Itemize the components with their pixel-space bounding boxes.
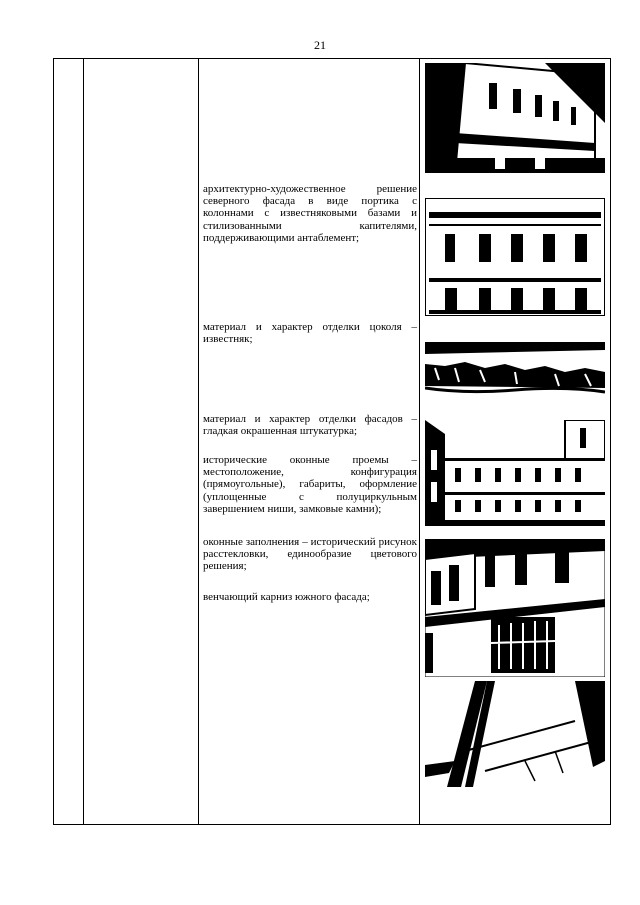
north-facade-portico-photo [425, 198, 605, 316]
description-paragraph: венчающий карниз южного фасада; [203, 591, 370, 603]
page-number: 21 [314, 38, 326, 52]
column-divider [419, 59, 420, 824]
column-divider [198, 59, 199, 824]
document-table [53, 58, 611, 825]
description-paragraph: исторические оконные проемы – местоположение, конфигурация (прямоугольные), габариты, оформление (уплощенные с полуциркульным завершением ниши, замковые камни); [203, 454, 417, 515]
limestone-plinth-photo [425, 342, 605, 408]
column-divider [83, 59, 84, 824]
cornice-photo [425, 681, 605, 787]
description-paragraph: материал и характер отделки фасадов – гладкая окрашенная штукатурка; [203, 413, 417, 438]
description-paragraph: архитектурно-художественное решение северного фасада в виде портика с колоннами с известняковыми базами и стилизованными капителями, поддерживающими антаблемент; [203, 183, 417, 244]
description-column [203, 59, 419, 824]
description-paragraph: материал и характер отделки цоколя – известняк; [203, 321, 417, 346]
building-corner-photo [425, 63, 605, 173]
facade-windows-photo [425, 420, 605, 526]
window-fillings-photo [425, 539, 605, 677]
description-paragraph: оконные заполнения – исторический рисунок расстекловки, единообразие цветового решения; [203, 536, 417, 573]
